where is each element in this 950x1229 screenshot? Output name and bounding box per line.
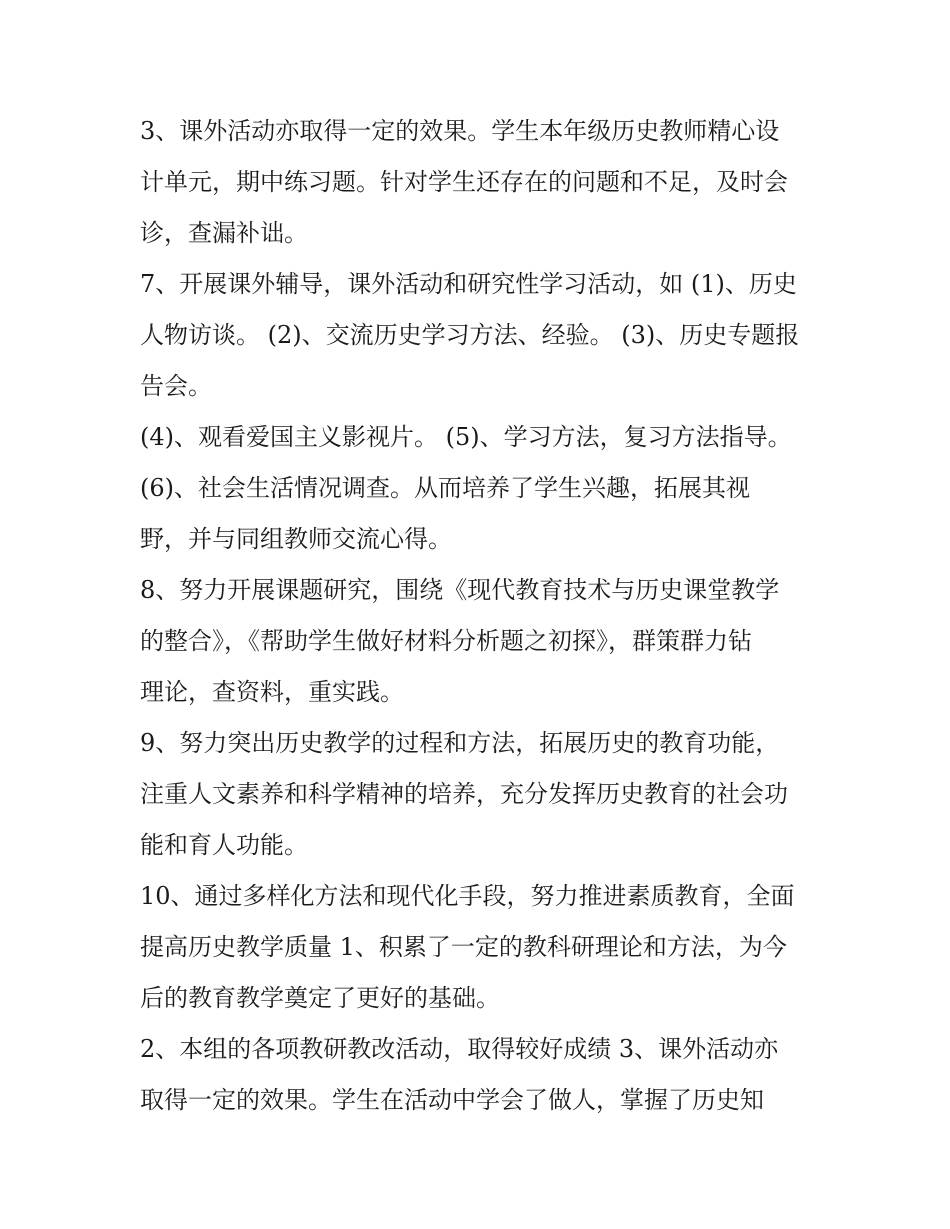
text-line: 9、努力突出历史教学的过程和方法，拓展历史的教育功能， — [140, 729, 780, 757]
text-line: (4)、观看爱国主义影视片。 (5)、学习方法，复习方法指导。 — [140, 423, 792, 451]
text-line: 人物访谈。 (2)、交流历史学习方法、经验。 (3)、历史专题报 — [140, 321, 800, 349]
text-line: 能和育人功能。 — [140, 831, 308, 859]
text-line: 的整合》，《帮助学生做好材料分析题之初探》，群策群力钻 — [140, 627, 752, 655]
paragraph-7-tutoring — [140, 259, 820, 412]
text-line: 3、课外活动亦取得一定的效果。学生本年级历史教师精心设 — [140, 117, 780, 145]
text-line: 10、通过多样化方法和现代化手段，努力推进素质教育，全面 — [140, 882, 795, 910]
text-line: 提高历史教学质量 1、积累了一定的教科研理论和方法，为今 — [140, 933, 787, 961]
text-line: 注重人文素养和科学精神的培养，充分发挥历史教育的社会功 — [140, 780, 788, 808]
paragraph-item-6 — [140, 463, 820, 565]
document-body — [140, 106, 820, 1126]
text-line: 野，并与同组教师交流心得。 — [140, 525, 452, 553]
paragraph-8-research — [140, 565, 820, 718]
paragraph-10-quality-education — [140, 871, 820, 1024]
text-line: (6)、社会生活情况调查。从而培养了学生兴趣，拓展其视 — [140, 474, 750, 502]
text-line: 理论，查资料，重实践。 — [140, 678, 404, 706]
text-line: 取得一定的效果。学生在活动中学会了做人，掌握了历史知 — [140, 1086, 764, 1114]
paragraph-3-extracurricular — [140, 106, 820, 259]
paragraph-2-teaching-research — [140, 1024, 820, 1126]
text-line: 告会。 — [140, 372, 212, 400]
paragraph-9-teaching-process — [140, 718, 820, 871]
text-line: 7、开展课外辅导，课外活动和研究性学习活动，如 (1)、历史 — [140, 270, 797, 298]
text-line: 计单元，期中练习题。针对学生还存在的问题和不足，及时会 — [140, 168, 788, 196]
text-line: 后的教育教学奠定了更好的基础。 — [140, 984, 500, 1012]
paragraph-item-4 — [140, 412, 820, 463]
text-line: 8、努力开展课题研究，围绕《现代教育技术与历史课堂教学 — [140, 576, 780, 604]
text-line: 诊，查漏补诎。 — [140, 219, 308, 247]
text-line: 2、本组的各项教研教改活动，取得较好成绩 3、课外活动亦 — [140, 1035, 779, 1063]
